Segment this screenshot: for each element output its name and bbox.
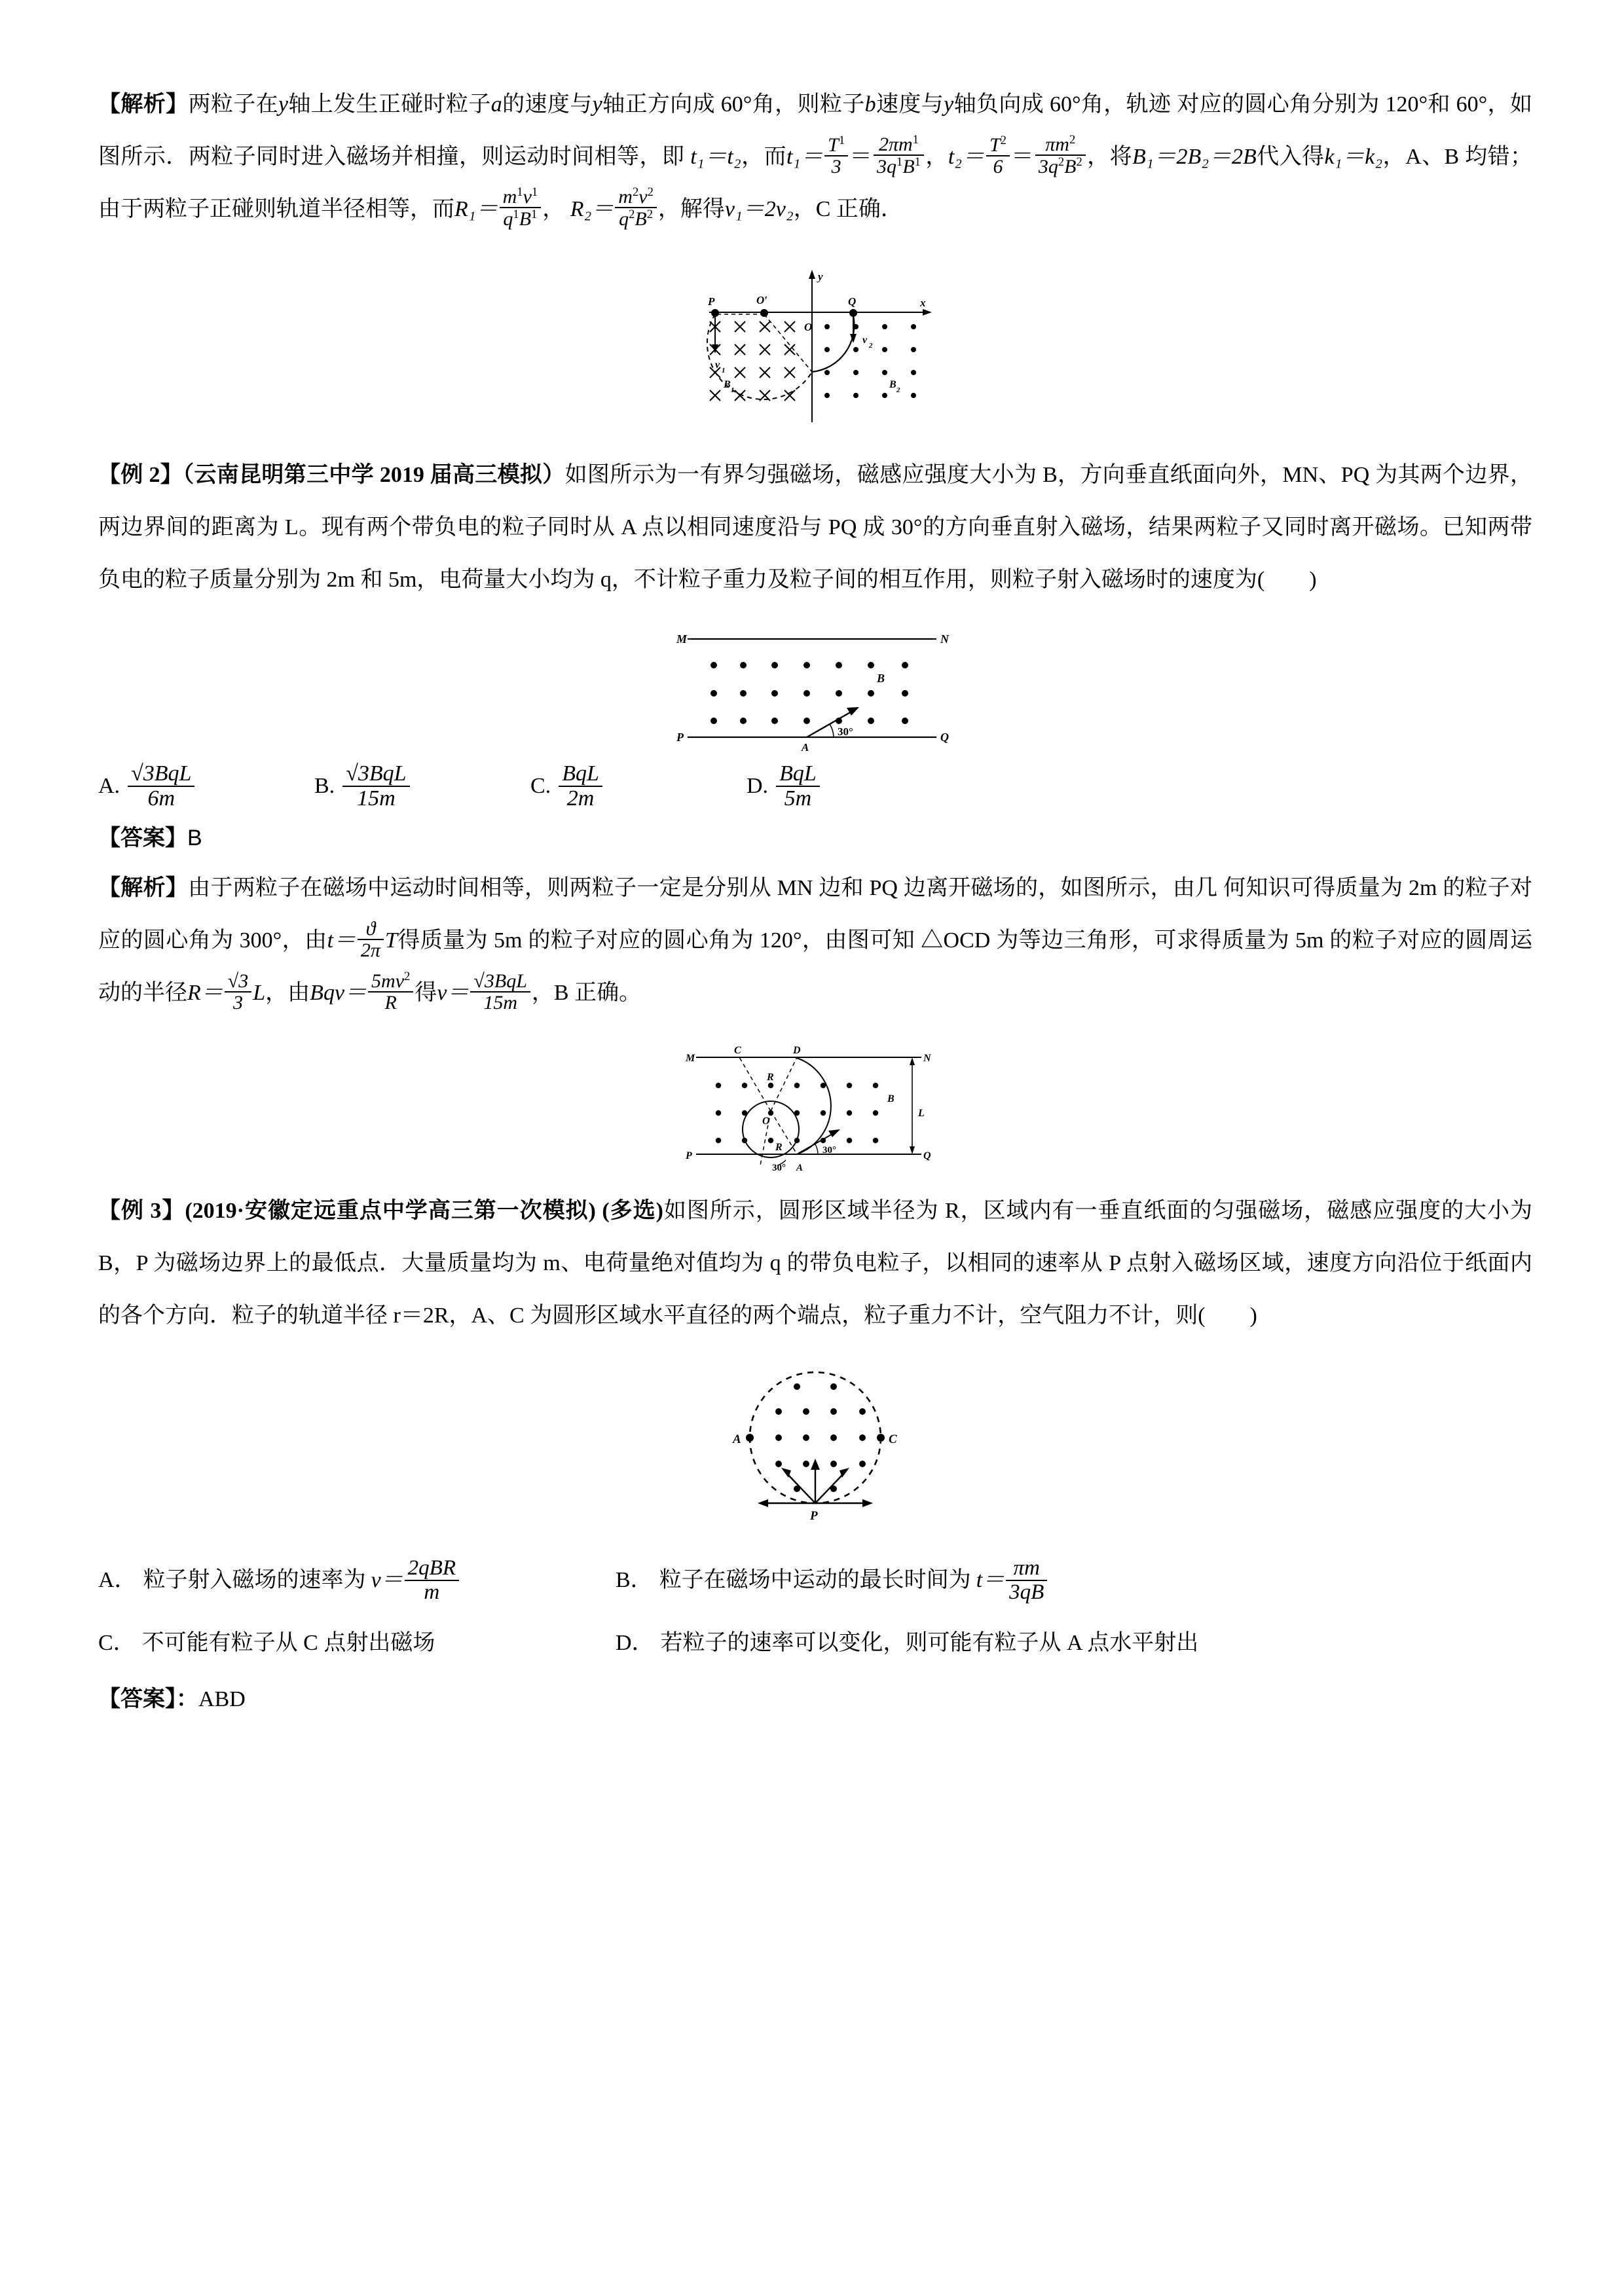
option-C-key: C.	[530, 774, 551, 799]
answer-label: 【答案】	[98, 826, 187, 851]
option-A[interactable]	[98, 762, 314, 811]
sol2-Bqv: Bqv＝	[310, 981, 367, 1006]
label-v2: v	[862, 335, 868, 346]
frac-num-sup: 1	[838, 133, 845, 147]
option-C-text: 不可能有粒子从 C 点射出磁场	[141, 1631, 435, 1655]
particle-a-trajectory	[707, 314, 812, 399]
label-B1-sub: 1	[731, 386, 735, 394]
figure-3-strip-solution-geometry	[671, 1038, 959, 1178]
label-P: P	[708, 295, 715, 308]
point-A-marker	[746, 1434, 754, 1442]
field-crosses-group	[710, 321, 795, 401]
sol1-line4b: ，C 正确．	[793, 197, 903, 221]
radical-sign: √	[473, 970, 485, 992]
frac-den: 5m	[784, 786, 812, 811]
label-Q: Q	[940, 731, 949, 744]
frac-den: 2m	[566, 786, 595, 811]
option-B-eq: t＝	[976, 1567, 1005, 1592]
frac-den-sup2: 2	[1076, 155, 1082, 170]
solution-label: 【解析】	[98, 92, 189, 117]
frac-num: 2qBR	[405, 1557, 459, 1581]
frac-num: BqL	[562, 761, 599, 786]
option-A-key: A.	[98, 774, 120, 799]
sol1-t1eqt2: t₁＝t₂	[690, 145, 741, 169]
label-Q: Q	[923, 1150, 931, 1162]
label-M: M	[676, 632, 688, 646]
frac-num: ϑ	[358, 919, 384, 941]
frac-den-sup1: 1	[513, 208, 519, 222]
fraction-5mv2-over-R	[368, 970, 413, 1014]
sol1-line4a: ，解得	[657, 197, 725, 221]
label-P: P	[676, 731, 684, 744]
label-N: N	[923, 1053, 931, 1065]
frac-den-q: q	[619, 208, 629, 230]
radius-dash-OD	[771, 1057, 797, 1111]
frac-den: 3q	[1038, 156, 1058, 178]
label-Oprime: O′	[756, 294, 768, 306]
field-dots-group	[716, 1083, 878, 1143]
sol1-t1eq: t₁＝	[786, 145, 824, 169]
y-axis-arrow	[809, 270, 815, 279]
frac-den: 2π	[360, 939, 380, 962]
option-D-text: 若粒子的速率可以变化，则可能有粒子从 A 点水平射出	[660, 1631, 1199, 1655]
frac-num: T	[989, 134, 1001, 156]
answer-value: B	[187, 826, 202, 851]
solution-2-paragraph	[98, 862, 1532, 1019]
frac-num: 3BqL	[143, 761, 192, 786]
sol1-R1eq: R₁＝	[454, 197, 498, 221]
label-angle-30: 30°	[838, 725, 853, 738]
frac-num: BqL	[779, 761, 817, 786]
fraction-T1-over-3	[824, 134, 848, 178]
sol1-line1b: 轴上发生正碰时粒子	[288, 92, 491, 117]
label-A: A	[733, 1432, 741, 1447]
frac-den: 6m	[147, 786, 175, 811]
option-B[interactable]	[616, 1557, 1048, 1604]
label-O: O	[762, 1116, 770, 1127]
sol2-line3d: ，B 正确。	[531, 981, 642, 1006]
radical-sign: √	[346, 761, 358, 786]
sol1-comma2: ，	[542, 197, 565, 221]
frac-den: 6	[993, 156, 1003, 178]
example-2-body: 如图所示为一有界匀强磁场，磁感应强度大小为 B，方向垂直纸面向外，MN、PQ 为其两个边界，两边界间的距离为 L。现有两个带负电的粒子同时从 A 点以相同速度沿与 PQ 成 30°的方向垂直射入磁场，结果两粒子又同时离开磁场。已知两带负电的粒子质量分别为 2m 和 5m，电荷量大小均为 q，不计粒子重力及粒子间的相互作用，则粒子射入磁场时的速度为( )	[98, 463, 1532, 592]
sol1-y2: y	[592, 92, 602, 117]
label-A: A	[796, 1163, 803, 1174]
example-2-answer	[98, 817, 1532, 860]
frac-num: 3	[238, 970, 249, 992]
frac-num-m: m	[618, 185, 633, 208]
frac-den: 3qB	[1009, 1580, 1044, 1605]
sol1-b: b	[864, 92, 876, 117]
point-C-marker	[877, 1434, 885, 1442]
label-P: P	[810, 1509, 818, 1523]
option-D-key: D.	[747, 774, 769, 799]
label-O: O	[804, 321, 813, 333]
fraction-R1	[500, 186, 542, 230]
option-D[interactable]	[616, 1630, 1198, 1657]
radical-sign: √	[131, 761, 143, 786]
frac-den: 15m	[483, 992, 517, 1014]
sol1-eq2: ＝	[849, 145, 873, 169]
label-y-axis: y	[818, 270, 823, 283]
sol1-line3a: ，将	[1086, 145, 1133, 169]
option-B-fraction	[1006, 1557, 1047, 1604]
label-L: L	[918, 1108, 925, 1120]
sol1-line2a: 对应的圆心角分别为 120°和 60°，如图所示．两粒子同时进入磁场并相撞，则运动时间相等，即	[98, 92, 1533, 169]
sol2-R-eq: R＝	[187, 981, 223, 1006]
label-v1: v	[715, 359, 720, 371]
frac-num: πm	[1045, 133, 1069, 155]
figure-2-container	[98, 625, 1532, 756]
example-2-options-row	[98, 762, 1532, 811]
label-B: B	[887, 1093, 895, 1105]
frac-den: 3	[831, 156, 841, 178]
frac-den: 3	[233, 992, 244, 1014]
label-Q: Q	[848, 295, 857, 308]
sol2-line3c: 得	[415, 981, 437, 1006]
option-B-key: B.	[314, 774, 335, 799]
label-C: C	[889, 1432, 897, 1447]
fraction-sqrt3BqL-over-15m	[470, 971, 530, 1014]
sol2-line3a: △OCD 为等边三角形，可求得质量为 5m 的粒子对应的圆周运动的半径	[98, 928, 1532, 1006]
velocity-arrows-group	[764, 1465, 866, 1503]
example-3-options-row-1	[98, 1557, 1532, 1604]
label-v2-sub: 2	[869, 342, 873, 350]
frac-den: 3q	[877, 156, 897, 178]
example-2-paragraph	[98, 449, 1532, 606]
example-3-body: 如图所示，圆形区域半径为 R，区域内有一垂直纸面的匀强磁场，磁感应强度的大小为 B，P 为磁场边界上的最低点．大量质量均为 m、电荷量绝对值均为 q 的带负电粒子，以相同的速率从 P 点射入磁场区域，速度方向沿位于纸面内的各个方向．粒子的轨道半径 r＝2R，A、C 为圆形区域水平直径的两个端点，粒子重力不计，空气阻力不计，则( )	[98, 1199, 1532, 1328]
point-Oprime-marker	[760, 309, 768, 317]
example-3-paragraph	[98, 1185, 1532, 1342]
option-B-key: B．	[616, 1567, 653, 1592]
frac-num-v: v	[523, 185, 532, 208]
sol1-line1f: 轴负向成 60°角，轨迹	[953, 92, 1172, 117]
frac-den: R	[384, 992, 397, 1014]
frac-den-sup2: 1	[531, 208, 538, 222]
frac-num-sup: 1	[912, 132, 919, 147]
figure-1-container	[98, 262, 1532, 426]
fraction-theta-over-2pi	[358, 919, 384, 962]
x-axis-arrow	[923, 309, 932, 316]
frac-den-B: B	[519, 208, 532, 230]
sol1-a: a	[490, 92, 502, 117]
frac-num-sup: 2	[1000, 133, 1006, 147]
label-angle-30-upper: 30°	[822, 1145, 836, 1156]
option-A-eq: v＝	[371, 1567, 403, 1592]
frac-den-sup1: 2	[1058, 155, 1065, 170]
frac-num-sup: 2	[1069, 132, 1076, 147]
example-3-answer	[98, 1677, 1532, 1722]
sol1-comma1: ，	[925, 145, 948, 169]
frac-den-B: B	[1064, 156, 1077, 178]
example-3-source: (2019·安徽定远重点中学高三第一次模拟) (多选)	[185, 1199, 663, 1224]
frac-num-v: v	[638, 185, 648, 208]
sol1-line1a: 两粒子在	[188, 92, 278, 117]
option-D[interactable]	[747, 762, 963, 811]
example-3-label: 【例 3】	[98, 1199, 185, 1224]
figure-4-container	[98, 1360, 1532, 1524]
frac-num-sup2: 2	[647, 185, 654, 199]
option-B[interactable]	[314, 762, 530, 811]
frac-den-B: B	[902, 156, 915, 178]
frac-num: T	[828, 134, 839, 156]
L-arrow-bottom	[910, 1146, 915, 1154]
page-content	[98, 79, 1532, 1725]
frac-den-q: q	[503, 208, 513, 230]
sol1-line2b: ，而	[741, 145, 787, 169]
frac-den-sup2: 2	[646, 208, 654, 222]
fraction-2pim-over-3qB	[874, 134, 924, 178]
sol2-t-eq: t＝	[327, 928, 356, 953]
label-R-lower: R	[775, 1142, 783, 1154]
option-D-fraction	[776, 762, 820, 811]
small-circle-trajectory	[743, 1101, 799, 1157]
example-2-label: 【例 2】	[98, 463, 183, 487]
frac-num: 3BqL	[484, 970, 527, 992]
frac-den-sup1: 2	[629, 208, 635, 222]
sol1-line3c: ，A、B 均错；由于两粒子正碰则轨道半径相等，而	[98, 145, 1532, 221]
frac-num-sup1: 1	[517, 185, 523, 199]
velocity-arrow-head	[828, 1129, 840, 1137]
answer-label: 【答案】：	[98, 1686, 198, 1711]
solution-2-label: 【解析】	[98, 876, 189, 901]
fraction-R2	[615, 186, 657, 230]
option-A-key: A．	[98, 1567, 137, 1592]
option-C-key: C．	[98, 1631, 136, 1655]
option-B-text: 粒子在磁场中运动的最长时间为	[659, 1567, 971, 1592]
label-D: D	[793, 1045, 801, 1057]
sol1-B-eq: B₁＝2B₂＝2B	[1132, 145, 1257, 169]
frac-num-m: m	[502, 185, 517, 208]
frac-num: 3BqL	[358, 761, 407, 786]
sol2-line2a: 何知识可得质量为 2m 的粒子对应的圆心角为 300°，由	[98, 876, 1533, 953]
sol2-T: T	[384, 928, 397, 953]
frac-num-sup: 2	[404, 969, 411, 983]
L-arrow-top	[910, 1057, 915, 1065]
label-P: P	[686, 1150, 692, 1162]
label-angle-30-lower: 30°	[772, 1163, 786, 1174]
option-A-text: 粒子射入磁场的速率为	[143, 1567, 366, 1592]
label-C: C	[734, 1045, 741, 1057]
option-C[interactable]	[98, 1630, 616, 1657]
fraction-pim-over-3qB	[1035, 134, 1086, 178]
example-3-options-row-2	[98, 1630, 1532, 1657]
sol1-line1d: 轴正方向成 60°角，则粒子	[602, 92, 865, 117]
label-v1-sub: 1	[722, 367, 726, 374]
sol1-line3b: 代入得	[1256, 145, 1325, 169]
label-R-upper: R	[767, 1072, 774, 1084]
sol2-line3b: ，由	[265, 981, 310, 1006]
sol1-t2eq: t₂＝	[948, 145, 985, 169]
frac-num: πm	[1006, 1557, 1047, 1581]
option-A[interactable]	[98, 1557, 616, 1604]
option-B-fraction	[342, 762, 409, 811]
frac-num-sup2: 1	[531, 185, 538, 199]
sol2-line1: 由于两粒子在磁场中运动时间相等，则两粒子一定是分别从 MN 边和 PQ 边离开磁场的，如图所示，由几	[188, 876, 1218, 901]
fraction-T2-over-6	[986, 134, 1010, 178]
frac-den-sup2: 1	[914, 155, 921, 170]
frac-den: m	[424, 1580, 440, 1605]
label-B2: B	[889, 379, 896, 390]
sol2-L: L	[253, 981, 266, 1006]
label-B1: B	[724, 379, 731, 390]
sol1-line1e: 速度与	[876, 92, 944, 117]
sol1-line1c: 的速度与	[502, 92, 593, 117]
figure-1-xy-field-collision	[684, 262, 946, 426]
radical-sign: √	[227, 970, 239, 992]
frac-num: 2πm	[878, 133, 913, 155]
label-B2-sub: 2	[896, 386, 900, 394]
frac-den: 15m	[357, 786, 396, 811]
sol1-y1: y	[278, 92, 289, 117]
figure-4-circular-field-region	[710, 1360, 920, 1524]
label-A: A	[802, 741, 809, 754]
solution-1-paragraph	[98, 79, 1532, 236]
sol2-line2b: 得质量为 5m 的粒子对应的圆心角为 120°，由图可知	[397, 928, 915, 953]
radius-dash-OA	[771, 1111, 797, 1154]
angle-arc-30	[830, 724, 834, 737]
sol1-y3: y	[944, 92, 954, 117]
option-C[interactable]	[530, 762, 747, 811]
label-M: M	[686, 1053, 695, 1065]
velocity-arrow-head	[847, 707, 859, 716]
option-A-fraction	[405, 1557, 459, 1604]
large-arc-trajectory	[797, 1058, 831, 1154]
option-C-fraction	[559, 762, 602, 811]
sol2-v-eq: v＝	[437, 981, 470, 1006]
sol1-R2eq: R₂＝	[570, 197, 614, 221]
label-B: B	[877, 672, 885, 685]
figure-2-strip-field	[658, 625, 972, 756]
figure-3-container	[98, 1038, 1532, 1178]
sol1-v-eq: v₁＝2v₂	[724, 197, 794, 221]
sol1-k-eq: k₁＝k₂	[1324, 145, 1383, 169]
example-2-source: （云南昆明第三中学 2019 届高三模拟）	[183, 463, 565, 487]
frac-num-sup1: 2	[632, 185, 639, 199]
option-A-fraction	[128, 762, 194, 811]
angle-arc-30-upper	[815, 1143, 818, 1154]
answer-value: ABD	[198, 1686, 246, 1711]
sol1-eq3: ＝	[1010, 145, 1034, 169]
particle-b-trajectory	[812, 316, 854, 372]
frac-den-sup1: 1	[896, 155, 903, 170]
label-x-axis: x	[920, 297, 926, 309]
frac-num: 5mv	[371, 970, 405, 992]
fraction-sqrt3-over-3	[225, 971, 251, 1014]
option-D-key: D．	[616, 1631, 654, 1655]
frac-den-B: B	[635, 208, 647, 230]
label-N: N	[940, 632, 949, 646]
